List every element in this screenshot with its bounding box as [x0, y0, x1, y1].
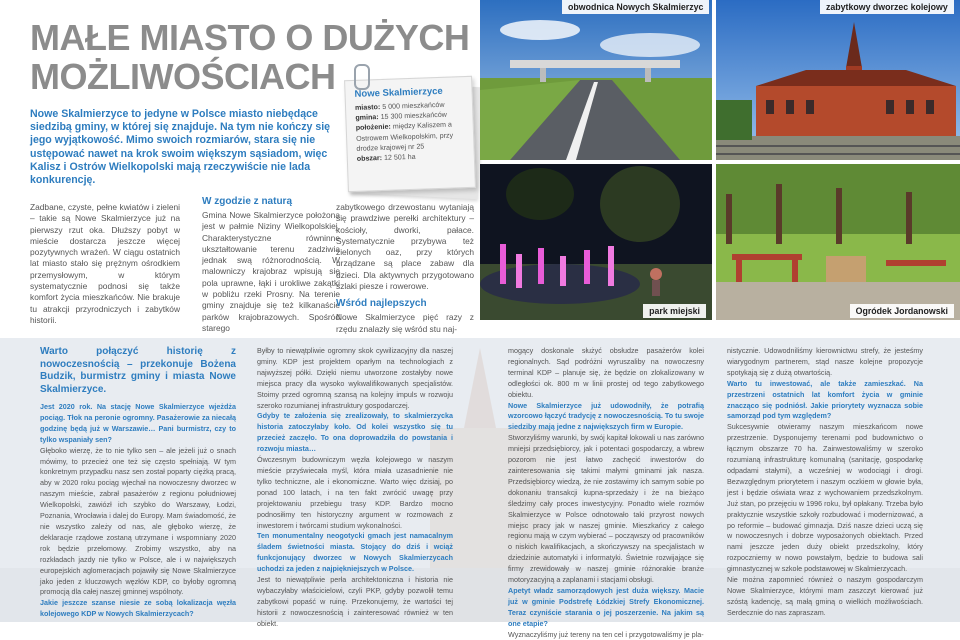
- fact-key: gmina:: [355, 113, 379, 123]
- interview-section: [0, 338, 960, 639]
- paperclip-icon: [354, 64, 370, 90]
- interview-question-6: Apetyt władz samorządowych jest duża większy. Macie już w gminie Podstrefę Łódzkiej Strefy Ekonomicznej. Teraz czyniście starania o jej poszerzenie. Na jakim są one etapie?: [508, 585, 704, 628]
- interview-answer-5: Stworzyliśmy warunki, by swój kapitał lokowali u nas zarówno mniejsi przedsiębiorcy, jak i potentaci gospodarczy, a wbrew pozorom nie jest łatwo zachęcić inwestorów do zainteresowania się takimi małymi gminami jak nasza. Przedsiębiorcy wiedzą, że nie zostawimy ich samym sobie po dokonaniu transakcji kupna-sprzedaży i że na bieżąco śledzimy cały proces inwestycyjny. Ponadto wiele rozmów Skalmierzyce w Polsce odnotowało taki przyrost nowych miejsc pracy jak w naszej gminie. Mieszkańcy z całego regionu mają w czym wybierać – począwszy od pracowników o niskich kwalifikacjach, a skończywszy na specjalistach w dziedzinie automatyki i informatyki. Świetnie rozwijające się firmy zrewidowały w naszej gminie różnorakie branże motoryzacyjną a zaplanami i stacjami obsługi.: [508, 433, 704, 585]
- interview-column-3: [508, 346, 704, 640]
- photo-caption-bypass: obwodnica Nowych Skalmierzyc: [562, 0, 709, 14]
- interview-answer-4: Jest to niewątpliwie perła architektoniczna i historia nie wybaczyłaby właścicielowi, czyli PKP, gdyby pozwolił temu zabytkowi popaść w ruinę. Przekonujemy, że wartości tej historii z nowoczesnością i zainteresować również w ten obiekt.: [257, 575, 453, 628]
- article-column-2-text: Gmina Nowe Skalmierzyce położona jest w pałmie Niziny Wielkopolskiej. Charakterystyczne równinne ukształtowanie terenu zadziwia jednak swą różnorodnością. W malowniczy krajobraz wpisują się pola uprawne, łąki i urokliwe zakątki w pobliżu rzeki Prosny. Na terenie gminy znajduje się też kilkanaście parków krajobrazowych. Spośród starego: [202, 210, 340, 333]
- station-illustration: [716, 0, 960, 160]
- article-column-3b-text: Nowe Skalmierzyce pięć razy z rzędu znalazły się wśród stu naj-: [336, 312, 474, 334]
- interview-question-7: Warto tu inwestować, ale także zamieszkać. Na przestrzeni ostatnich lat komfort życia w gminie znacząco się podniósł. Jakie priorytety wyznacza sobie samorząd pod tym względem?: [727, 378, 923, 421]
- section-heading-best: Wśród najlepszych: [336, 298, 427, 310]
- photo-caption-park: park miejski: [643, 304, 706, 318]
- facts-sticky-note: [344, 76, 476, 192]
- road-illustration: [480, 0, 712, 160]
- photo-railway-station: [716, 0, 960, 160]
- fact-key: obszar:: [356, 154, 383, 163]
- page-title: MAŁE MIASTO O DUŻYCH MOŻLIWOŚCIACH: [30, 17, 470, 97]
- photo-playground: [716, 164, 960, 320]
- interview-column-1: [40, 346, 236, 620]
- fact-value: 5 000 mieszkańców: [382, 100, 445, 111]
- interview-question-1: Jest 2020 rok. Na stację Nowe Skalmierzyce wjeżdża pociąg. Tłok na peronie ogromny. Pasażerowie za niecałą godzinę będą już w Warszawie… Pani burmistrz, czy to tylko wspaniały sen?: [40, 402, 236, 444]
- interview-question-4: Ten monumentalny neogotycki gmach jest namacalnym śladem świetności miasta. Stojący do dziś i wciąż funkcjonujący dworzec w Nowych Skalmierzycach uchodzi za jeden z najpiękniejszych w Polsce.: [257, 531, 453, 574]
- interview-answer-2: Byłby to niewątpliwie ogromny skok cywilizacyjny dla naszej gminy. KDP jest projektem oparłym na technologiach z najwyższej półki. Dzięki niemu utworzone zostałyby nowe miejsca pracy dla wysoko wykwalifikowanych specjalistów. Stoimy przed ogromną szansą na kolejny impuls w rozwoju szeroko rozumianej infrastruktury gospodarczej.: [257, 346, 453, 410]
- fact-row: [356, 120, 465, 154]
- interview-answer-8: Nie można zapomnieć również o naszym gospodarczym Nowe Skalmierzyce, którymi mam zaszczyt kierować już szóstą kadencję, są małą gminą o wielkich możliwościach. Serdecznie do nas zapraszam.: [727, 575, 923, 617]
- photo-bypass-road: [480, 0, 712, 160]
- playground-illustration: [716, 164, 960, 320]
- article-column-1: [30, 202, 180, 326]
- article-column-3: [336, 202, 474, 335]
- lead-paragraph: Nowe Skalmierzyce to jedyne w Polsce miasto niebędące siedzibą gminy, w której się znajduje. Na tym nie kończy się jego wyjątkowość. Mimo swoich rozmiarów, stara się nie ustępować nawet na krok swoim większym sąsiadom, więc Kalisz i Ostrów Wielkopolski mają rzeczywiście nie lada konkurencję.: [30, 108, 331, 187]
- interview-answer-6-cont: nistycznie. Udowodniliśmy kierownictwu strefy, że jesteśmy wiarygodnym partnerem, stąd nasze kolejne propozycje spotykają się z dużą otwartością.: [727, 346, 923, 377]
- interview-answer-6: Wyznaczyliśmy już tereny na ten cel i przygotowaliśmy je pla-: [508, 629, 704, 639]
- park-illustration: [480, 164, 712, 320]
- article-column-3-text: zabytkowego drzewostanu wytaniają się prawdziwe perełki architektury – kościoły, dworki, pałace. Systematycznie przybywa też zielonych oaz, przy których urządzane są place zabaw dla dzieci. Dla aktywnych przygotowano szlaki piesze i rowerowe.: [336, 202, 474, 292]
- section-heading-nature: W zgodzie z naturą: [202, 196, 292, 207]
- interview-column-2: [257, 346, 453, 630]
- fact-value: 12 501 ha: [383, 152, 416, 162]
- interview-answer-3: Ówczesnym budowniczym węzła kolejowego w naszym mieście przyświecała myśl, która miała uzasadnienie nie tylko techniczne, ale i ekonomiczne. Warto więc dzisiaj, po ponad 100 latach, i na ten fakt zwrócić uwagę przy projektowaniu przebiegu trasy KDP. Bardzo mocno podnosiłimy ten historyczny argument w rozmowach z inwestorem i twórcami studium wykonalności.: [257, 455, 453, 530]
- interview-answer-4-cont: mogący doskonale służyć obsłudze pasażerów kolei regionalnych. Sąd podróżni wyruszaliby na nowoczesny terminal KDP – planuje się, że będzie on zlokalizowany w odległości ok. 800 m w linii prostej od tego zabytkowego obiektu.: [508, 346, 704, 399]
- facts-heading: Nowe Skalmierzyce: [354, 85, 443, 100]
- interview-answer-1: Głęboko wierzę, że to nie tylko sen – ale jeżeli już o snach mówimy, to przecież one też się często spełniają. W tym konkretnym przypadku nasz sen został poparty ciężką pracą, aby w 2020 roku pociąg wjechał na nowoczesny dworzec w naszym mieście, zabrał pasażerów z regionu południowej Wielkopolski, zawiózł ich szybko do Warszawy, Łodzi, Poznania, Wrocławia i dalej do Europy. Mam świadomość, że nie wszystko zależy od nas, ale głęboko wierzę, że deklaracje rządowe zostaną utrzymane i wspomniany 2020 rok będzie przełomowy. Zrobimy wszystko, aby na rozkładach jazdy nie tylko w Polsce, ale i w największych europejskich aglomeracjach pojawiły się Nowe Skalmierzyce jako jeden z kluczowych węzłów KDP, co byłoby ogromną promocją dla całej naszej gminnej wspólnoty.: [40, 445, 236, 597]
- photo-caption-playground: Ogródek Jordanowski: [850, 304, 954, 318]
- fact-key: położenie:: [355, 123, 391, 133]
- interview-heading: Warto połączyć historię z nowoczesnością – przekonuje Bożena Budzik, burmistrz gminy i miasta Nowe Skalmierzyce.: [40, 346, 236, 395]
- interview-question-3: Gdyby te założenia się zrealizowały, to skalmierzycka historia zatoczyłaby koło. Od kolei wszystko się tu przecież zaczęło. To ona doprowadziła do powstania i rozwoju miasta…: [257, 411, 453, 454]
- article-column-1-text: Zadbane, czyste, pełne kwiatów i zieleni – takie są Nowe Skalmierzyce już na pierwszy rzut oka. Dłuższy pobyt w mieście dostarcza jeszcze więcej pozytywnych wrażeń. W ciągu ostatnich lat miasto stało się prężnym ośrodkiem przemysłowym, w którym systematycznie podnosi się także komfort życia mieszkańców. Nie brakuje tu atrakcji przyrodniczych i zabytków historii.: [30, 202, 180, 325]
- interview-question-2: Jakie jeszcze szanse niesie ze sobą lokalizacja węzła kolejowego KDP w Nowych Skalmierzycach?: [40, 598, 236, 619]
- fact-value: między Kaliszem a Ostrowem Wielkopolskim, przy drodze krajowej nr 25: [355, 120, 454, 153]
- article-column-2: [202, 196, 340, 334]
- fact-value: 15 300 mieszkańców: [380, 110, 447, 122]
- fact-key: miasto:: [354, 103, 381, 112]
- interview-answer-7: Sukcesywnie otwieramy naszym mieszkańcom nowe przestrzenie. Dysponujemy terenami pod budownictwo o łącznym obszarze 70 ha. Zainwestowaliśmy w szeroko rozumianą infrastrukturę komunalną (sanitację, gospodarkę odpadami stałymi), a wcześniej w wodociągi i drogi. Bezwzględnym priorytetem i naszym oczkiem w głowie była, jest i będzie oświata wraz z wychowaniem przedszkolnym. Już stan, po przejęciu w 1996 roku, był opłakany. Trzeba było praktycznie wszystkie szkoły rozbudować i modernizować, a po reformie – budować gimnazja. Dziś nasze dzieci uczą się w nowoczesnych i dobrze wyposażonych obiektach. Przed nami jeszcze jeden duży obiekt przedszkolny, który rozpoczniemy w nowo powstałym, będzie to budowa sali gimnastycznej w szkole podstawowej w Skalmierzycach.: [727, 422, 923, 574]
- interview-column-4: [727, 346, 923, 619]
- interview-question-5: Nowe Skalmierzyce już udowodniły, że potrafią wzorcowo łączyć tradycję z nowoczesnością. To tu swoje siedziby mają jedne z największych firm w Europie.: [508, 400, 704, 432]
- photo-caption-station: zabytkowy dworzec kolejowy: [820, 0, 954, 14]
- photo-city-park: [480, 164, 712, 320]
